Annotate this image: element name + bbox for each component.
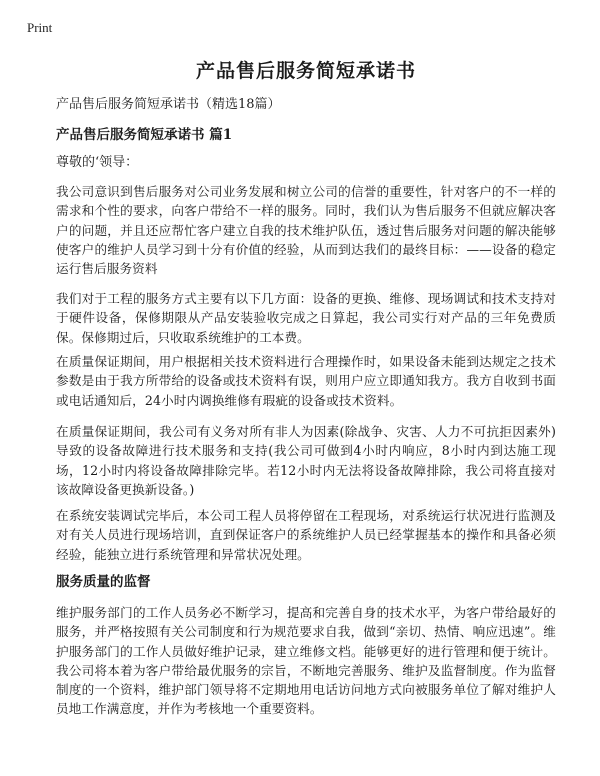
section-heading-2: 服务质量的监督 [56,574,151,590]
paragraph-5: 在系统安装调试完毕后，本公司工程人员将停留在工程现场，对系统运行状况进行监测及对有关人员进行现场培训，直到保证客户的系统维护人员已经掌握基本的操作和具备必须经验，能独立进行系统管理和异常状况处理。 [56,508,556,562]
paragraph-6: 维护服务部门的工作人员务必不断学习，提高和完善自身的技术水平，为客户带给最好的服务，并严格按照有关公司制度和行为规范要求自我，做到“亲切、热情、响应迅速”。维护服务部门的工作人员做好维护记录，建立维修文档。能够更好的进行管理和便于统计。我公司将本着为客户带给最优服务的宗旨，不断地完善服务、维护及监督制度。作为监督制度的一个资料，维护部门领导将不定期地用电话访问地方式向被服务单位了解对维护人员地工作满意度，并作为考核地一个重要资料。 [56,605,556,717]
section-heading-1: 产品售后服务简短承诺书 篇1 [56,127,233,143]
print-link[interactable]: Print [27,20,53,35]
document-subtitle: 产品售后服务简短承诺书（精选18篇） [56,97,281,112]
document-title: 产品售后服务简短承诺书 [195,60,416,82]
paragraph-1: 我公司意识到售后服务对公司业务发展和树立公司的信誉的重要性，针对客户的不一样的需求和个性的要求，向客户带给不一样的服务。同时，我们认为售后服务不但就应解决客户的问题，并且还应帮忙客户建立自我的技术维护队伍，透过售后服务对问题的解决能够使客户的维护人员学习到十分有价值的经验，从而到达我们的最终目标：——设备的稳定运行售后服务资料 [56,184,556,277]
paragraph-3: 在质量保证期间，用户根据相关技术资料进行合理操作时，如果设备未能到达规定之技术参数是由于我方所带给的设备或技术资料有误，则用户应立即通知我方。我方自收到书面或电话通知后，24小时内调换维修有瑕疵的设备或技术资料。 [56,354,556,408]
paragraph-4: 在质量保证期间，我公司有义务对所有非人为因素(除战争、灾害、人力不可抗拒因素外)导致的设备故障进行技术服务和支持(我公司可做到4小时内响应，8小时内到达施工现场，12小时内将设备故障排除完毕。若12小时内无法将设备故障排除，我公司将直接对该故障设备更换新设备。) [56,424,556,497]
paragraph-2: 我们对于工程的服务方式主要有以下几方面：设备的更换、维修、现场调试和技术支持对于硬件设备，保修期限从产品安装验收完成之日算起，我公司实行对产品的三年免费质保。保修期过后，只收取系统维护的工本费。 [56,291,556,345]
salutation: 尊敬的‘领导： [56,155,139,170]
